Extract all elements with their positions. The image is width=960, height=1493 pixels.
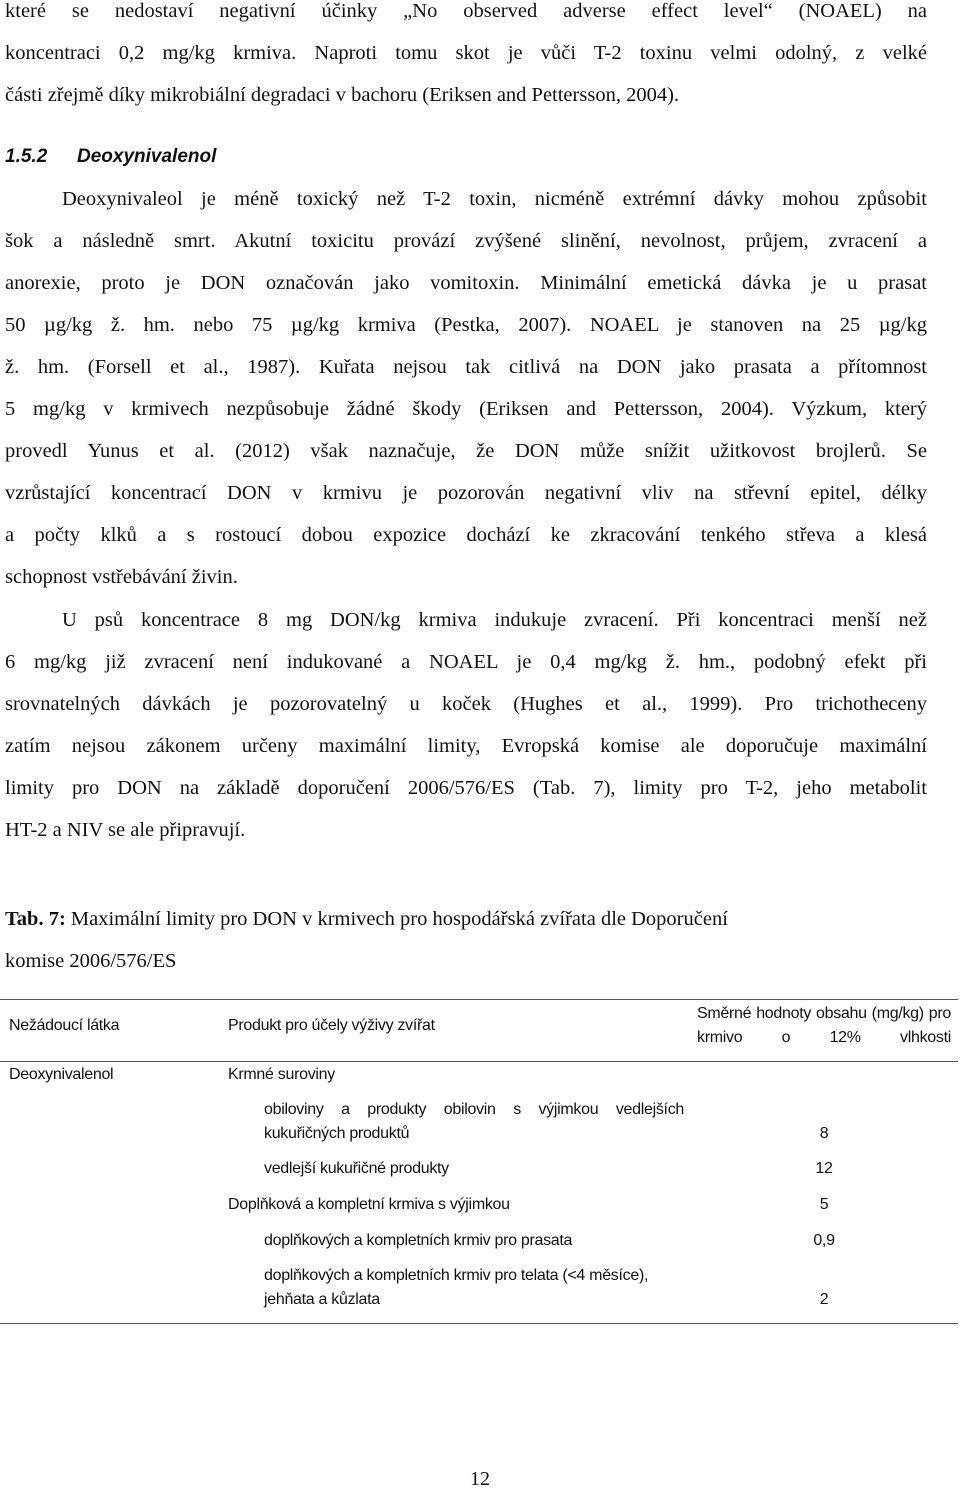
section-title: Deoxynivalenol (77, 146, 217, 167)
para1-line-2: šok a následně smrt. Akutní toxicitu provází zvýšené slinění, nevolnost, průjem, zvracení a (5, 230, 927, 252)
para1-line-7: provedl Yunus et al. (2012) však naznačuje, že DON může snížit užitkovost brojlerů. Se (5, 440, 927, 462)
section-number: 1.5.2 (5, 146, 48, 167)
cell-group2-value: 5 (819, 1196, 829, 1213)
para1-line-8: vzrůstající koncentrací DON v krmivu je pozorován negativní vliv na střevní epitel, délky (5, 482, 927, 504)
cell-row4-value: 2 (819, 1291, 829, 1308)
cell-substance: Deoxynivalenol (9, 1066, 114, 1083)
cell-row2-product: vedlejší kukuřičné produkty (264, 1160, 449, 1177)
page-number: 12 (470, 1468, 490, 1490)
cell-group-feed-materials: Krmné suroviny (228, 1066, 335, 1083)
para2-line-3: srovnatelných dávkách je pozorovatelný u koček (Hughes et al., 1999). Pro trichotheceny (5, 693, 927, 715)
para2-line-2: 6 mg/kg již zvracení není indukované a NOAEL je 0,4 mg/kg ž. hm., podobný efekt při (5, 651, 927, 673)
cell-row4-product-cont: jehňata a kůzlata (264, 1291, 380, 1308)
cell-row1-product: obiloviny a produkty obilovin s výjimkou vedlejších (264, 1101, 684, 1118)
para1-line-3: anorexie, proto je DON označován jako vomitoxin. Minimální emetická dávka je u prasat (5, 272, 927, 294)
cell-row3-product: doplňkových a kompletních krmiv pro prasata (264, 1232, 573, 1249)
table-header-rule (0, 1061, 958, 1062)
header-value: Směrné hodnoty obsahu (mg/kg) pro krmivo o 12% vlhkosti (697, 1005, 951, 1046)
cell-row4-product: doplňkových a kompletních krmiv pro telata (<4 měsíce), (264, 1267, 649, 1284)
para2-line-4: zatím nejsou zákonem určeny maximální limity, Evropská komise ale doporučuje maximální (5, 735, 927, 757)
cell-row1-product-cont: kukuřičných produktů (264, 1125, 410, 1142)
table-top-rule (0, 999, 958, 1000)
para1-line-1: Deoxynivaleol je méně toxický než T-2 toxin, nicméně extrémní dávky mohou způsobit (62, 188, 927, 210)
para2-line-1: U psů koncentrace 8 mg DON/kg krmiva indukuje zvracení. Při koncentraci menší než (62, 609, 927, 631)
table-caption-line-2: komise 2006/576/ES (5, 950, 177, 972)
header-product: Produkt pro účely výživy zvířat (228, 1017, 435, 1034)
intro-line-1: které se nedostaví negativní účinky „No observed adverse effect level“ (NOAEL) na (5, 0, 927, 22)
cell-row3-value: 0,9 (813, 1232, 835, 1249)
para1-line-9: a počty klků a s rostoucí dobou expozice dochází ke zkracování tenkého střeva a klesá (5, 524, 927, 546)
cell-row1-value: 8 (819, 1125, 829, 1142)
header-substance: Nežádoucí látka (9, 1017, 120, 1034)
intro-line-3: části zřejmě díky mikrobiální degradaci v bachoru (Eriksen and Pettersson, 2004). (5, 84, 680, 106)
section-heading (5, 143, 216, 171)
para2-line-5: limity pro DON na základě doporučení 2006/576/ES (Tab. 7), limity pro T-2, jeho metabolit (5, 777, 927, 799)
table-caption-text: Maximální limity pro DON v krmivech pro hospodářská zvířata dle Doporučení (65, 908, 728, 930)
para1-line-4: 50 µg/kg ž. hm. nebo 75 µg/kg krmiva (Pestka, 2007). NOAEL je stanoven na 25 µg/kg (5, 314, 927, 336)
intro-line-2: koncentraci 0,2 mg/kg krmiva. Naproti tomu skot je vůči T-2 toxinu velmi odolný, z velké (5, 42, 927, 64)
para1-line-6: 5 mg/kg v krmivech nezpůsobuje žádné škody (Eriksen and Pettersson, 2004). Výzkum, který (5, 398, 927, 420)
table-caption (5, 905, 927, 933)
table-bottom-rule (0, 1323, 958, 1324)
para1-line-5: ž. hm. (Forsell et al., 1987). Kuřata nejsou tak citlivá na DON jako prasata a přítomnost (5, 356, 927, 378)
cell-row2-value: 12 (815, 1160, 833, 1177)
para1-line-10: schopnost vstřebávání živin. (5, 566, 238, 588)
cell-group-complementary: Doplňková a kompletní krmiva s výjimkou (228, 1196, 510, 1213)
para2-line-6: HT-2 a NIV se ale připravují. (5, 819, 246, 841)
table-caption-label: Tab. 7: (5, 908, 66, 930)
